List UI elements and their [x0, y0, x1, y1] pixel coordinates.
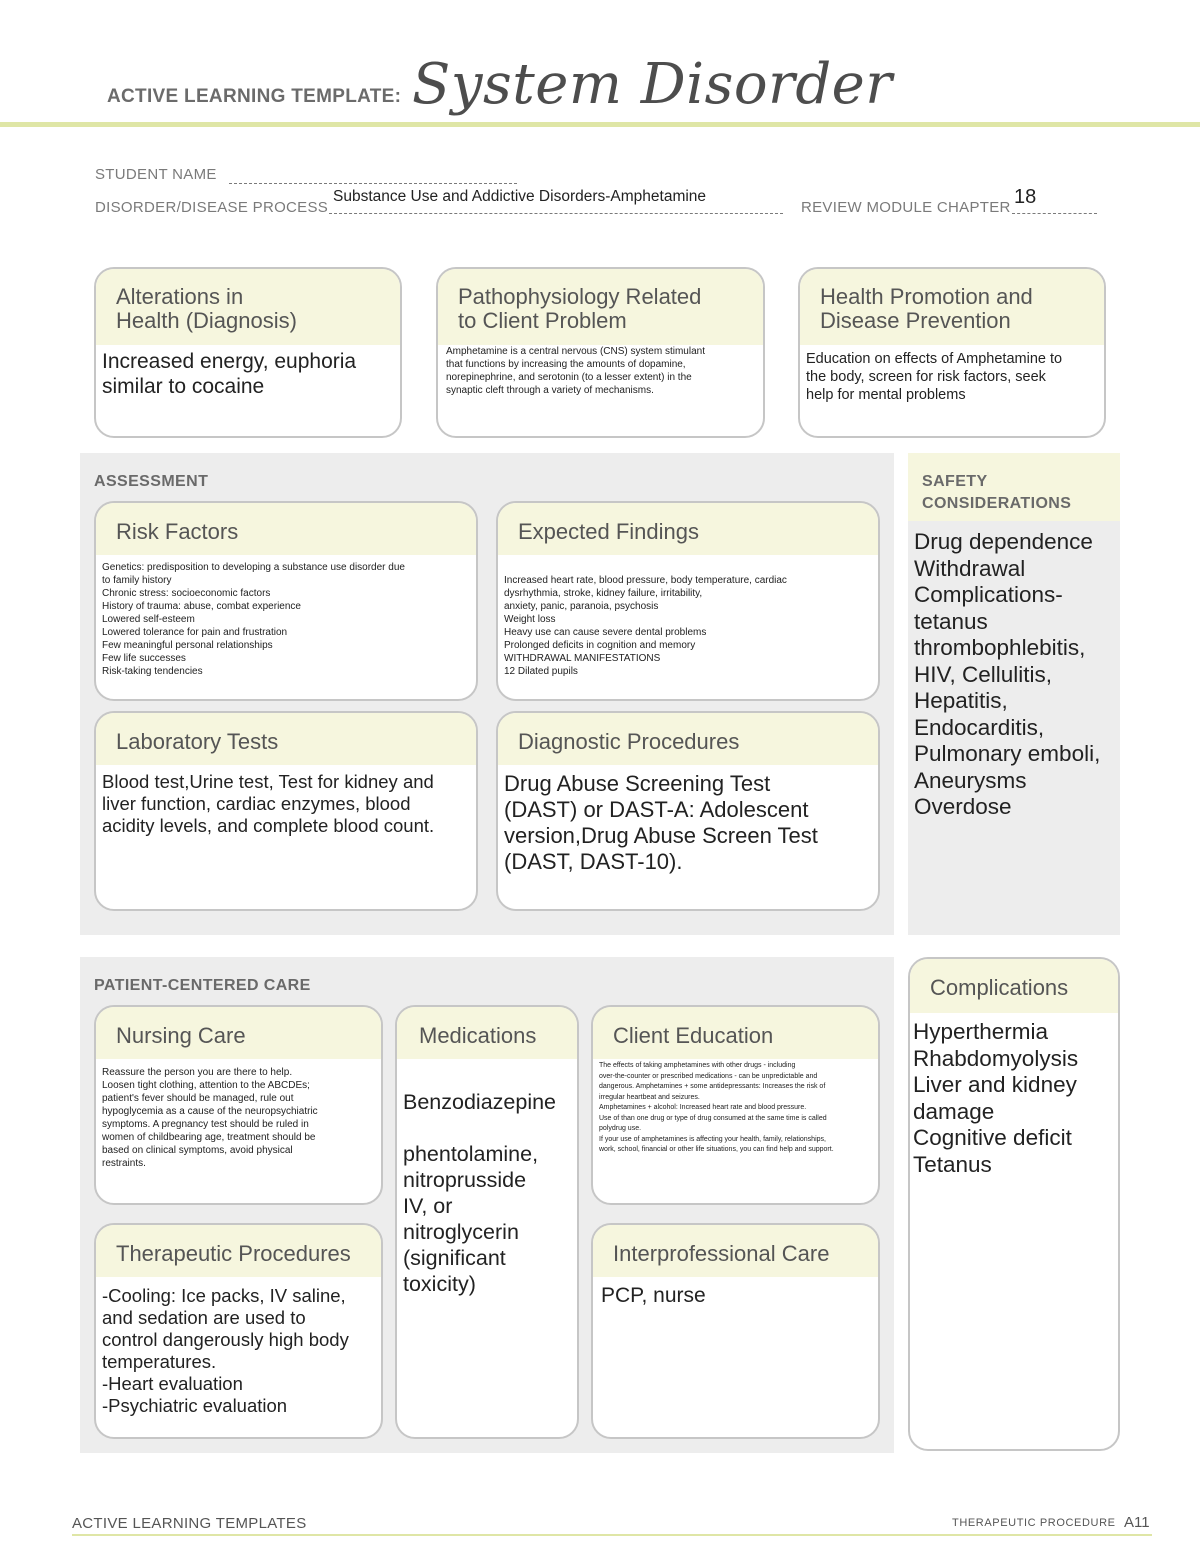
health-promotion-body[interactable]: Education on effects of Amphetamine to the body, screen for risk factors, seek help for mental problems — [806, 351, 1063, 403]
therapeutic-procedures-title: Therapeutic Procedures — [96, 1225, 381, 1277]
medications-box — [395, 1005, 579, 1439]
disorder-field[interactable] — [329, 188, 783, 214]
risk-factors-box — [94, 501, 478, 701]
page-number: A11 — [1124, 1514, 1150, 1531]
interprofessional-care-box — [591, 1223, 880, 1439]
complications-body[interactable]: Hyperthermia Rhabdomyolysis Liver and kidney damage Cognitive deficit Tetanus — [913, 1019, 1079, 1177]
nursing-care-title: Nursing Care — [96, 1007, 381, 1059]
chapter-field[interactable] — [1012, 186, 1097, 214]
client-education-title: Client Education — [593, 1007, 878, 1059]
safety-title: SAFETY CONSIDERATIONS — [908, 453, 1120, 521]
interprofessional-care-body[interactable]: PCP, nurse — [601, 1284, 706, 1307]
template-label: ACTIVE LEARNING TEMPLATE: — [107, 86, 402, 107]
expected-findings-body[interactable]: Increased heart rate, blood pressure, body temperature, cardiac dysrhythmia, stroke, kidney failure, irritability, anxiety, panic, paranoia, psychosis Weight loss Heavy use can cause severe dental problems Prolonged deficits in cognition and memory WITHDRAWAL MANIFESTATIONS 12 Dilated pupils — [504, 575, 787, 677]
assessment-title: ASSESSMENT — [94, 473, 209, 490]
footer-left: ACTIVE LEARNING TEMPLATES — [72, 1515, 307, 1532]
pathophysiology-title: Pathophysiology Related to Client Problem — [438, 269, 763, 345]
footer-right: THERAPEUTIC PROCEDURE — [952, 1517, 1116, 1529]
interprofessional-care-title: Interprofessional Care — [593, 1225, 878, 1277]
safety-body[interactable]: Drug dependence Withdrawal Complications- tetanus thrombophlebitis, HIV, Cellulitis, Hepatitis, Endocarditis, Pulmonary emboli, Aneurysms Overdose — [914, 529, 1101, 819]
diagnostic-procedures-title: Diagnostic Procedures — [498, 713, 878, 765]
template-title: System Disorder — [412, 52, 893, 117]
health-promotion-title: Health Promotion and Disease Prevention — [800, 269, 1104, 345]
nursing-care-box — [94, 1005, 383, 1205]
student-name-field[interactable] — [229, 166, 517, 184]
complications-box — [908, 957, 1120, 1451]
diagnostic-procedures-body[interactable]: Drug Abuse Screening Test (DAST) or DAST-A: Adolescent version,Drug Abuse Screen Test (DAST, DAST-10). — [504, 771, 818, 874]
laboratory-tests-title: Laboratory Tests — [96, 713, 476, 765]
expected-findings-title: Expected Findings — [498, 503, 878, 555]
medications-title: Medications — [397, 1007, 577, 1059]
client-education-body[interactable]: The effects of taking amphetamines with other drugs - including over-the-counter or prescribed medications - can be unpredictable and dangerous. Amphetamines + some antidepressants: Increases the risk of irregular heartbeat and seizures. Amphetamines + alcohol: Increased heart rate and blood pressure. Use of than one drug or type of drug consumed at the same time is called polydrug use. If your use of amphetamines is affecting your health, family, relationships, work, school, financial or other life situations, you can find help and support. — [599, 1062, 834, 1153]
student-name-label: STUDENT NAME — [95, 166, 217, 183]
pathophysiology-body[interactable]: Amphetamine is a central nervous (CNS) system stimulant that functions by increasing the amounts of dopamine, norepinephrine, and serotonin (to a lesser extent) in the synaptic cleft through a variety of mechanisms. — [446, 346, 705, 396]
expected-findings-box — [496, 501, 880, 701]
safety-panel — [908, 453, 1120, 935]
client-education-box — [591, 1005, 880, 1205]
alterations-box — [94, 267, 402, 438]
laboratory-tests-body[interactable]: Blood test,Urine test, Test for kidney and liver function, cardiac enzymes, blood acidity levels, and complete blood count. — [102, 771, 435, 836]
pathophysiology-box — [436, 267, 765, 438]
chapter-label: REVIEW MODULE CHAPTER — [801, 199, 1011, 216]
risk-factors-title: Risk Factors — [96, 503, 476, 555]
complications-title: Complications — [910, 959, 1118, 1013]
health-promotion-box — [798, 267, 1106, 438]
diagnostic-procedures-box — [496, 711, 880, 911]
laboratory-tests-box — [94, 711, 478, 911]
therapeutic-procedures-body[interactable]: -Cooling: Ice packs, IV saline, and sedation are used to control dangerously high body temperatures. -Heart evaluation -Psychiatric evaluation — [102, 1285, 349, 1416]
patient-centered-care-title: PATIENT-CENTERED CARE — [94, 977, 311, 994]
alterations-body[interactable]: Increased energy, euphoria similar to cocaine — [102, 350, 357, 398]
disorder-label: DISORDER/DISEASE PROCESS — [95, 199, 329, 216]
footer-divider — [72, 1534, 1152, 1536]
alterations-title: Alterations in Health (Diagnosis) — [96, 269, 400, 345]
medications-body[interactable]: Benzodiazepine phentolamine, nitroprusside IV, or nitroglycerin (significant toxicity) — [403, 1090, 557, 1296]
header-divider — [0, 122, 1200, 127]
nursing-care-body[interactable]: Reassure the person you are there to help. Loosen tight clothing, attention to the ABCDEs; patient's fever should be managed, rule out hypoglycemia as a cause of the neuropsychiatric symptoms. A pregnancy test should be ruled in women of childbearing age, treatment should be based on clinical symptoms, avoid physical restraints. — [102, 1067, 318, 1169]
chapter-value: 18 — [1014, 186, 1037, 208]
risk-factors-body[interactable]: Genetics: predisposition to developing a substance use disorder due to family history Chronic stress: socioeconomic factors History of trauma: abuse, combat experience Lowered self-esteem Lowered tolerance for pain and frustration Few meaningful personal relationships Few life successes Risk-taking tendencies — [102, 562, 405, 677]
therapeutic-procedures-box — [94, 1223, 383, 1439]
disorder-value: Substance Use and Addictive Disorders-Amphetamine — [333, 188, 707, 205]
